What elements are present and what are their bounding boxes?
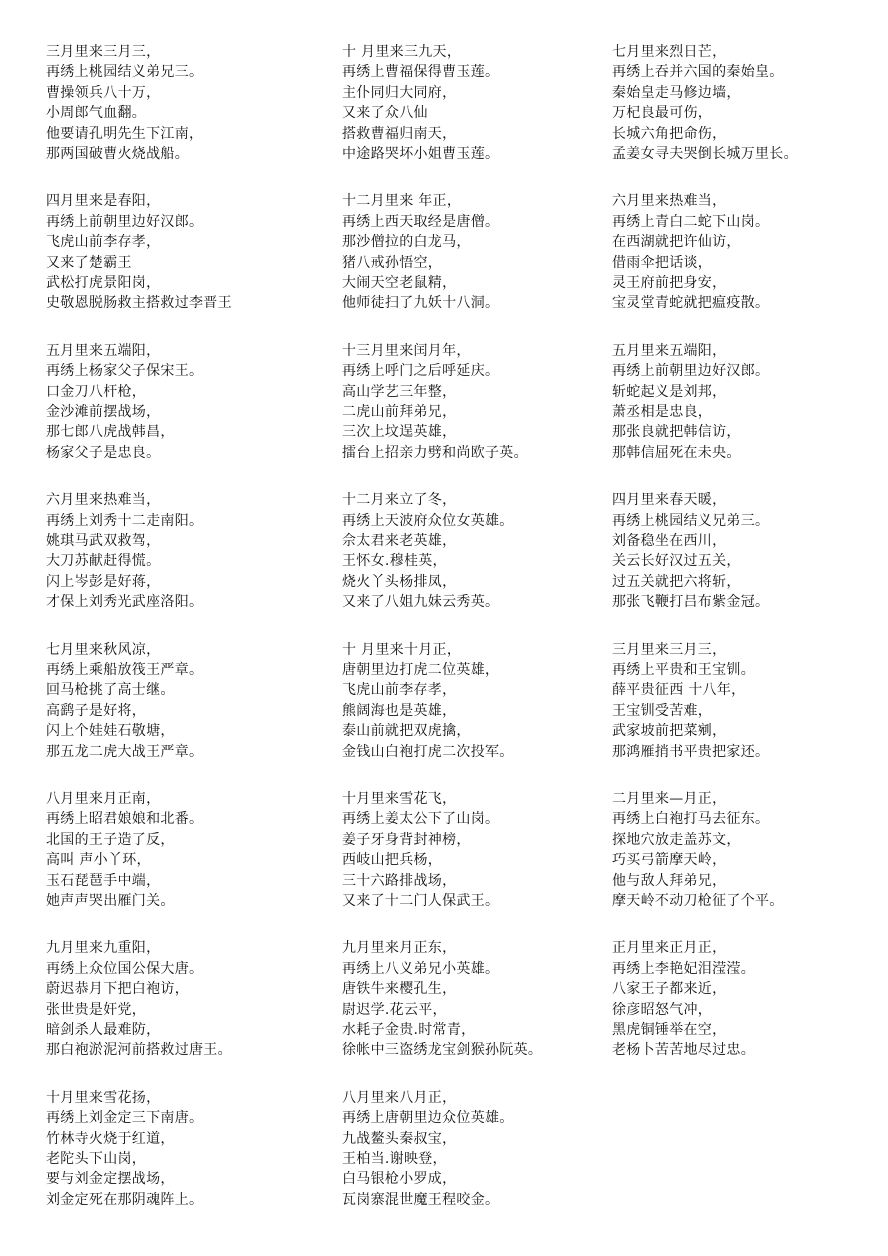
verse-block [612, 191, 769, 313]
verse-line: 六月里来热难当， [46, 492, 161, 509]
verse-line: 老陀头下山岗， [46, 1150, 147, 1167]
verse-line: 再绣上昭君娘娘和北番。 [46, 811, 204, 828]
verse-line: 徐彦昭怒气冲， [612, 1001, 713, 1018]
verse-line: 再绣上平贵和王宝钏。 [612, 661, 755, 678]
verse-line: 小周郎气血翻。 [46, 105, 147, 122]
verse-line: 探地穴放走盖苏文， [612, 831, 741, 848]
verse-line: 十 月里来三九天， [342, 44, 462, 60]
verse-line: 尉迟学.花云平， [342, 1001, 447, 1018]
verse-line: 过五关就把六将斩， [612, 573, 741, 590]
verse-line: 九月里来月正东， [342, 940, 457, 957]
verse-line: 那沙僧拉的白龙马， [342, 234, 471, 251]
verse-line: 那五龙二虎大战王严章。 [46, 743, 204, 760]
verse-line: 王柏当.谢映登， [342, 1150, 447, 1167]
verse-line: 二虎山前拜弟兄， [342, 403, 457, 420]
verse-line: 再绣上西天取经是唐僧。 [342, 213, 500, 230]
verse-block [342, 191, 499, 313]
verse-line: 再绣上桃园结义兄弟三。 [612, 512, 770, 529]
verse-line: 闪上个娃娃石敬塘， [46, 723, 175, 740]
verse-line: 西岐山把兵杨， [342, 852, 443, 869]
verse-line: 大刀苏献赶得慌。 [46, 553, 161, 570]
verse-line: 他师徒扫了九妖十八洞。 [342, 295, 500, 312]
verse-line: 在西湖就把许仙访， [612, 234, 741, 251]
verse-line: 他要请孔明先生下江南， [46, 125, 204, 142]
verse-line: 再绣上杨家父子保宋王。 [46, 363, 204, 380]
verse-line: 三次上坟逞英雄， [342, 424, 457, 441]
verse-line: 三月里来三月三， [612, 641, 727, 658]
verse-line: 曹操领兵八十万， [46, 84, 161, 101]
verse-line: 摩天岭不动刀枪征了个平。 [612, 892, 784, 909]
verse-line: 史敬恩脱肠救主搭救过李晋王 [46, 295, 232, 312]
verse-block [342, 789, 499, 911]
verse-line: 才保上刘秀光武座洛阳。 [46, 594, 204, 611]
verse-line: 再绣上李艳妃泪滢滢。 [612, 960, 755, 977]
verse-line: 再绣上八义弟兄小英雄。 [342, 960, 500, 977]
verse-line: 十三月里来闰月年， [342, 342, 471, 359]
verse-line: 佘太君来老英雄， [342, 532, 457, 549]
verse-line: 白马银枪小罗成， [342, 1171, 457, 1188]
verse-line: 金沙滩前摆战场， [46, 403, 161, 420]
verse-line: 宝灵堂青蛇就把瘟疫散。 [612, 295, 770, 312]
verse-block [612, 789, 784, 911]
verse-block [342, 1088, 514, 1210]
verse-line: 搭救曹福归南天， [342, 125, 457, 142]
verse-block [612, 490, 769, 612]
verse-line: 中途路哭坏小姐曹玉莲。 [342, 145, 500, 162]
verse-line: 孟姜女寻夫哭倒长城万里长。 [612, 145, 798, 162]
verse-line: 王怀女.穆桂英， [342, 553, 447, 570]
verse-block [342, 640, 514, 762]
verse-line: 三十六路排战场， [342, 872, 457, 889]
verse-line: 那白袍淤泥河前搭救过唐王。 [46, 1042, 232, 1059]
verse-line: 再绣上乘船放筏王严章。 [46, 661, 204, 678]
verse-line: 正月里来正月正， [612, 940, 727, 957]
verse-line: 萧丞相是忠良， [612, 403, 713, 420]
verse-line: 八月里来月正南， [46, 791, 161, 807]
verse-block [46, 938, 232, 1060]
verse-line: 那两国破曹火烧战船。 [46, 145, 189, 162]
verse-line: 再绣上姜太公下了山岗。 [342, 811, 500, 828]
verse-line: 那张良就把韩信访， [612, 424, 741, 441]
verse-line: 武松打虎景阳岗， [46, 274, 161, 291]
verse-line: 再绣上前朝里边好汉郎。 [46, 213, 204, 230]
verse-line: 四月里来是春阳， [46, 193, 161, 210]
verse-line: 姚琪马武双救驾， [46, 532, 161, 549]
verse-line: 熊阔海也是英雄， [342, 702, 457, 719]
verse-line: 张世贵是奸党， [46, 1001, 147, 1018]
verse-line: 唐朝里边打虎二位英雄， [342, 661, 500, 678]
verse-line: 闪上岑彭是好蒋， [46, 573, 161, 590]
verse-line: 再绣上桃园结义弟兄三。 [46, 64, 204, 81]
verse-line: 老杨卜苦苦地尽过忠。 [612, 1042, 755, 1059]
verse-block [46, 789, 203, 911]
verse-block [46, 490, 203, 612]
verse-line: 烧火丫头杨排凤， [342, 573, 457, 590]
verse-line: 九月里来九重阳， [46, 940, 161, 957]
verse-line: 再绣上呼门之后呼延庆。 [342, 363, 500, 380]
verse-line: 五月里来五端阳， [46, 342, 161, 359]
verse-line: 飞虎山前李存孝， [342, 682, 457, 699]
verse-block [46, 191, 232, 313]
verse-line: 十二月来立了冬， [342, 492, 457, 509]
verse-line: 武家坡前把菜剜， [612, 723, 727, 740]
verse-line: 长城六角把命伤， [612, 125, 727, 142]
verse-line: 那韩信屈死在未央。 [612, 444, 741, 461]
verse-line: 泰山前就把双虎擒， [342, 723, 471, 740]
verse-line: 灵王府前把身安， [612, 274, 727, 291]
verse-line: 高山学艺三年整， [342, 383, 457, 400]
verse-line: 再绣上刘秀十二走南阳。 [46, 512, 204, 529]
verse-line: 主仆同归大同府， [342, 84, 457, 101]
verse-line: 暗剑杀人最难防， [46, 1021, 161, 1038]
verse-block [342, 42, 499, 164]
verse-line: 五月里来五端阳， [612, 342, 727, 359]
verse-line: 九战鳌头秦叔宝， [342, 1130, 457, 1147]
verse-line: 十二月里来 年正， [342, 193, 462, 210]
verse-line: 十 月里来十月正， [342, 641, 462, 658]
verse-line: 那鸿雁捎书平贵把家还。 [612, 743, 770, 760]
verse-line: 大闹天空老鼠精， [342, 274, 457, 291]
verse-line: 蔚迟恭月下把白袍访， [46, 981, 189, 998]
verse-line: 高叫 声小丫环， [46, 852, 151, 869]
verse-line: 三月里来三月三， [46, 44, 161, 60]
verse-block [342, 938, 542, 1060]
verse-line: 又来了楚霸王 [46, 254, 132, 271]
verse-line: 回马枪挑了高士继。 [46, 682, 175, 699]
verse-line: 那七郎八虎战韩昌， [46, 424, 175, 441]
verse-block [612, 42, 798, 164]
verse-line: 杨家父子是忠良。 [46, 444, 161, 461]
verse-line: 玉石琵琶手中端， [46, 872, 161, 889]
verse-line: 她声声哭出雁门关。 [46, 892, 175, 909]
verse-line: 再绣上吞并六国的秦始皇。 [612, 64, 784, 81]
verse-line: 高鹞子是好将， [46, 702, 147, 719]
verse-line: 飞虎山前李存孝， [46, 234, 161, 251]
verse-line: 再绣上众位国公保大唐。 [46, 960, 204, 977]
verse-line: 再绣上青白二蛇下山岗。 [612, 213, 770, 230]
verse-line: 四月里来春天暖， [612, 492, 727, 509]
verse-line: 要与刘金定摆战场， [46, 1171, 175, 1188]
verse-line: 十月里来雪花扬， [46, 1089, 161, 1106]
verse-line: 再绣上天波府众位女英雄。 [342, 512, 514, 529]
verse-line: 那张飞鞭打吕布紫金冠。 [612, 594, 770, 611]
verse-block [612, 640, 769, 762]
verse-line: 瓦岗寨混世魔王程咬金。 [342, 1191, 500, 1208]
verse-line: 口金刀八杆枪， [46, 383, 147, 400]
verse-block [342, 490, 514, 612]
verse-line: 六月里来热难当， [612, 193, 727, 210]
verse-block [342, 341, 528, 463]
verse-line: 再绣上曹福保得曹玉莲。 [342, 64, 500, 81]
verse-line: 二月里来—月正， [612, 791, 727, 807]
verse-line: 姜子牙身背封神榜， [342, 831, 471, 848]
verse-line: 猪八戒孙悟空， [342, 254, 443, 271]
verse-line: 八月里来八月正， [342, 1089, 457, 1106]
verse-block [46, 341, 203, 463]
verse-line: 竹林寺火烧于红道， [46, 1130, 175, 1147]
verse-line: 秦始皇走马修边墙， [612, 84, 741, 101]
verse-line: 他与敌人拜弟兄， [612, 872, 727, 889]
verse-line: 金钱山白袍打虎二次投军。 [342, 743, 514, 760]
verse-line: 薛平贵征西 十八年， [612, 682, 746, 699]
verse-line: 十月里来雪花飞， [342, 791, 457, 807]
verse-line: 巧买弓箭摩天岭， [612, 852, 727, 869]
verse-block [46, 1088, 203, 1210]
verse-line: 擂台上招亲力劈和尚欧子英。 [342, 444, 528, 461]
verse-line: 万杞良最可伤， [612, 105, 713, 122]
verse-line: 再绣上刘金定三下南唐。 [46, 1110, 204, 1127]
verse-line: 借雨伞把话谈， [612, 254, 713, 271]
verse-block [612, 938, 755, 1060]
verse-line: 又来了八姐九妹云秀英。 [342, 594, 500, 611]
verse-line: 又来了十二门人保武王。 [342, 892, 500, 909]
verse-line: 唐铁牛来樱孔生， [342, 981, 457, 998]
verse-line: 徐帐中三盗绣龙宝剑猴孙阮英。 [342, 1042, 543, 1059]
verse-line: 七月里来烈日芒， [612, 44, 727, 60]
verse-line: 北国的王子造了反， [46, 831, 175, 848]
verse-line: 刘备稳坐在西川， [612, 532, 727, 549]
verse-block [612, 341, 769, 463]
verse-line: 再绣上白袍打马去征东。 [612, 811, 770, 828]
verse-line: 斩蛇起义是刘邦， [612, 383, 727, 400]
verse-line: 再绣上前朝里边好汉郎。 [612, 363, 770, 380]
verse-line: 又来了众八仙 [342, 105, 428, 122]
verse-block [46, 42, 203, 164]
verse-line: 八家王子都来近， [612, 981, 727, 998]
verse-line: 关云长好汉过五关， [612, 553, 741, 570]
verse-line: 黑虎铜锤举在空， [612, 1021, 727, 1038]
verse-line: 王宝钏受苦难， [612, 702, 713, 719]
verse-block [46, 640, 203, 762]
verse-line: 七月里来秋风凉， [46, 641, 161, 658]
verse-line: 刘金定死在那阴魂阵上。 [46, 1191, 204, 1208]
verse-line: 水耗子金贵.时常青， [342, 1021, 476, 1038]
verse-line: 再绣上唐朝里边众位英雄。 [342, 1110, 514, 1127]
